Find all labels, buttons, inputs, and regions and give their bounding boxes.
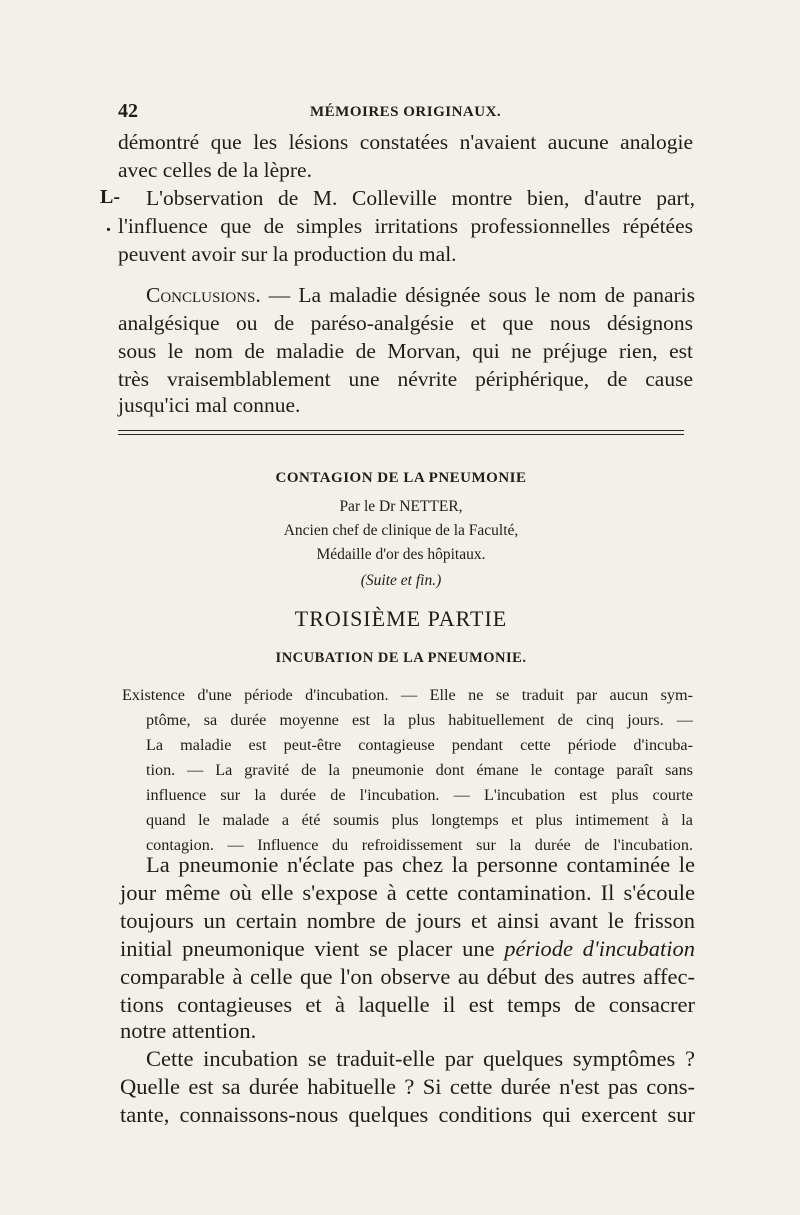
margin-mark: . <box>106 214 111 236</box>
italic-term: période d'incubation <box>504 936 695 961</box>
conclusion-text: — La maladie désignée sous le nom de panaris <box>268 283 696 307</box>
body-line-with-italic <box>120 936 695 962</box>
section-rule-bottom <box>118 434 684 435</box>
text-line: démontré que les lésions constatées n'avaient aucune analogie <box>118 130 693 154</box>
body-line: Quelle est sa durée habituelle ? Si cette durée n'est pas cons- <box>120 1074 695 1099</box>
summary-line: Existence d'une période d'incubation. — Elle ne se traduit par aucun sym- <box>122 686 693 704</box>
body-line: comparable à celle que l'on observe au début des autres affec- <box>120 964 695 989</box>
article-author: Par le Dr NETTER, <box>339 498 463 515</box>
text-line: très vraisemblablement une névrite périphérique, de cause <box>118 367 693 391</box>
text-line: l'influence que de simples irritations professionnelles répétées <box>118 214 693 238</box>
summary-line: La maladie est peut-être contagieuse pendant cette période d'incuba- <box>146 736 693 754</box>
running-title: MÉMOIRES ORIGINAUX. <box>310 104 502 120</box>
article-continuation: (Suite et fin.) <box>360 572 442 589</box>
section-rule-top <box>118 430 684 431</box>
body-text: initial pneumonique vient se placer une <box>120 936 495 961</box>
conclusion-first-line <box>146 283 695 308</box>
article-affiliation: Ancien chef de clinique de la Faculté, <box>283 522 519 539</box>
body-line: jour même où elle s'expose à cette contamination. Il s'écoule <box>120 880 695 905</box>
text-line: avec celles de la lèpre. <box>118 158 312 182</box>
text-line: sous le nom de maladie de Morvan, qui ne préjuge rien, est <box>118 339 693 363</box>
body-line: Cette incubation se traduit-elle par quelques symptômes ? <box>146 1046 695 1071</box>
text-line: analgésique ou de paréso-analgésie et que nous désignons <box>118 311 693 335</box>
text-line: L'observation de M. Colleville montre bien, d'autre part, <box>146 186 695 210</box>
body-line: tions contagieuses et à laquelle il est temps de consacrer <box>120 992 695 1017</box>
summary-line: contagion. — Influence du refroidissement sur la durée de l'incubation. <box>146 836 693 854</box>
body-line: tante, connaissons-nous quelques conditions qui exercent sur <box>120 1102 695 1127</box>
body-line: notre attention. <box>120 1018 257 1043</box>
conclusion-label: Conclusions. <box>146 283 261 307</box>
page-number: 42 <box>118 100 138 122</box>
summary-line: influence sur la durée de l'incubation. — L'incubation est plus courte <box>146 786 693 804</box>
text-line: jusqu'ici mal connue. <box>118 393 301 417</box>
text-line: peuvent avoir sur la production du mal. <box>118 242 457 266</box>
summary-line: ptôme, sa durée moyenne est la plus habituellement de cinq jours. — <box>146 711 693 729</box>
summary-line: quand le malade a été soumis plus longtemps et plus intimement à la <box>146 811 693 829</box>
article-award: Médaille d'or des hôpitaux. <box>316 546 486 563</box>
body-line: toujours un certain nombre de jours et ainsi avant le frisson <box>120 908 695 933</box>
part-heading: TROISIÈME PARTIE <box>294 606 508 631</box>
summary-line: tion. — La gravité de la pneumonie dont émane le contage paraît sans <box>146 761 693 779</box>
section-heading: INCUBATION DE LA PNEUMONIE. <box>275 650 527 666</box>
article-title: CONTAGION DE LA PNEUMONIE <box>275 470 527 486</box>
margin-mark: L- <box>100 186 120 208</box>
body-line: La pneumonie n'éclate pas chez la personne contaminée le <box>146 852 695 877</box>
